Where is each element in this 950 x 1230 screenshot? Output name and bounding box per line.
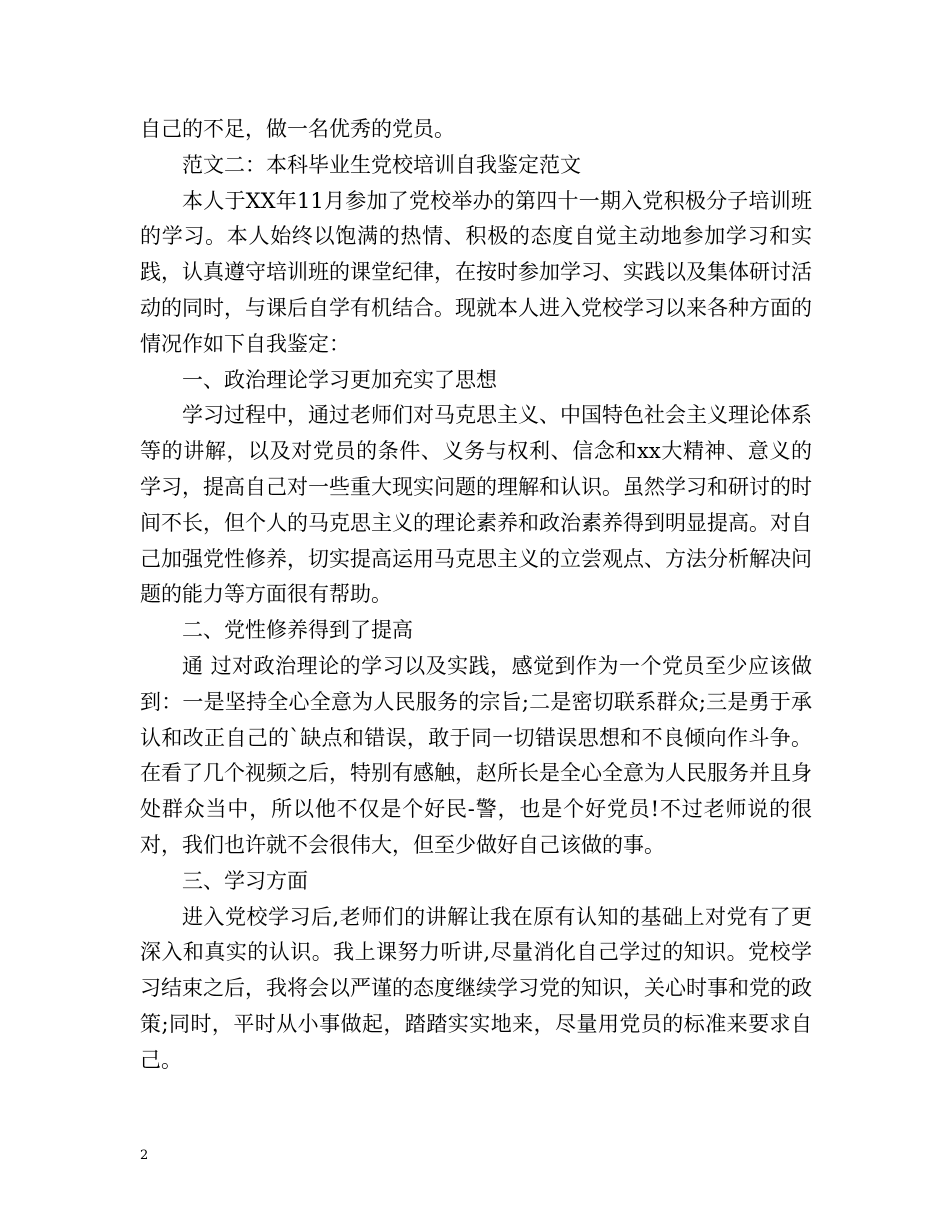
paragraph-study: 进入党校学习后,老师们的讲解让我在原有认知的基础上对党有了更深入和真实的认识。我上课努力听讲,尽量消化自己学过的知识。党校学习结束之后，我将会以严谨的态度继续学习党的知识，关心时事和党的政策;同时，平时从小事做起，踏踏实实地来，尽量用党员的标准来要求自己。 xyxy=(140,904,812,1072)
document-body xyxy=(140,112,812,1079)
page-number: 2 xyxy=(140,1148,149,1163)
paragraph-introduction: 本人于XX年11月参加了党校举办的第四十一期入党积极分子培训班的学习。本人始终以饱满的热情、积极的态度自觉主动地参加学习和实践，认真遵守培训班的课堂纪律，在按时参加学习、实践以及集体研讨活动的同时，与课后自学有机结合。现就本人进入党校学习以来各种方面的情况作如下自我鉴定： xyxy=(140,188,812,356)
section-heading-political-theory: 一、政治理论学习更加充实了思想 xyxy=(182,367,497,392)
section-heading-study: 三、学习方面 xyxy=(182,868,308,893)
section-heading-party-spirit: 二、党性修养得到了提高 xyxy=(182,618,413,643)
section-heading-sample-two: 范文二：本科毕业生党校培训自我鉴定范文 xyxy=(182,152,581,177)
paragraph-continuation: 自己的不足，做一名优秀的党员。 xyxy=(140,117,455,141)
paragraph-political-theory: 学习过程中，通过老师们对马克思主义、中国特色社会主义理论体系等的讲解，以及对党员的条件、义务与权利、信念和xx大精神、意义的学习，提高自己对一些重大现实问题的理解和认识。虽然学习和研讨的时间不长，但个人的马克思主义的理论素养和政治素养得到明显提高。对自己加强党性修养，切实提高运用马克思主义的立尝观点、方法分析解决问题的能力等方面很有帮助。 xyxy=(140,403,812,607)
paragraph-party-spirit: 通 过对政治理论的学习以及实践，感觉到作为一个党员至少应该做到：一是坚持全心全意为人民服务的宗旨;二是密切联系群众;三是勇于承认和改正自己的`缺点和错误，敢于同一切错误思想和不良倾向作斗争。在看了几个视频之后，特别有感触，赵所长是全心全意为人民服务并且身处群众当中，所以他不仅是个好民-警，也是个好党员!不过老师说的很对，我们也许就不会很伟大，但至少做好自己该做的事。 xyxy=(140,653,812,857)
